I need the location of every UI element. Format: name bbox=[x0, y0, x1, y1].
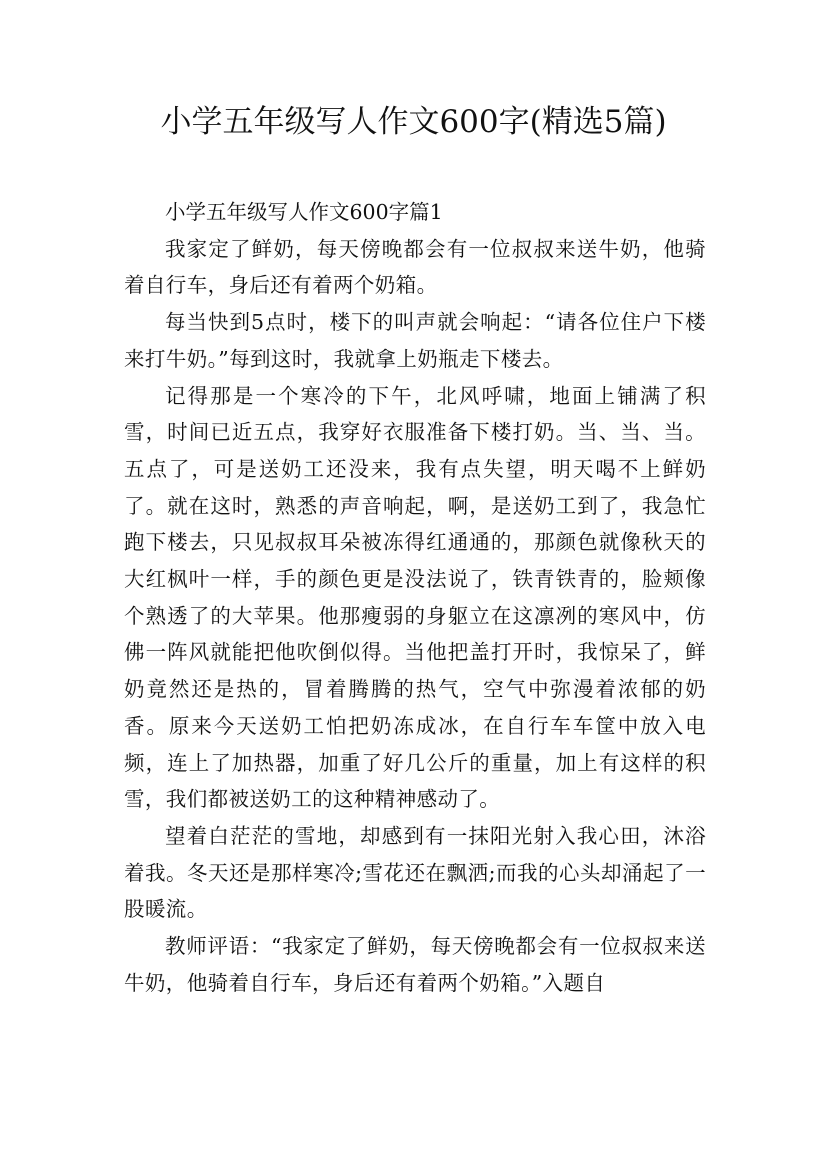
document-title: 小学五年级写人作文600字(精选5篇) bbox=[160, 104, 667, 140]
section-heading: 小学五年级写人作文600字篇1 bbox=[165, 200, 443, 224]
paragraph-5: 教师评语：“我家定了鲜奶，每天傍晚都会有一位叔叔来送牛奶，他骑着自行车，身后还有着两个奶箱。”入题自 bbox=[124, 934, 706, 995]
paragraph-2: 每当快到5点时，楼下的叫声就会响起：“请各位住户下楼来打牛奶。”每到这时，我就拿上奶瓶走下楼去。 bbox=[124, 310, 706, 371]
paragraph-1: 我家定了鲜奶，每天傍晚都会有一位叔叔来送牛奶，他骑着自行车，身后还有着两个奶箱。 bbox=[124, 236, 706, 298]
document-body bbox=[124, 194, 706, 1001]
paragraph-3: 记得那是一个寒冷的下午，北风呼啸，地面上铺满了积雪，时间已近五点，我穿好衣服准备下楼打奶。当、当、当。五点了，可是送奶工还没来，我有点失望，明天喝不上鲜奶了。就在这时，熟悉的声音响起，啊，是送奶工到了，我急忙跑下楼去，只见叔叔耳朵被冻得红通通的，那颜色就像秋天的大红枫叶一样，手的颜色更是没法说了，铁青铁青的，脸颊像个熟透了的大苹果。他那瘦弱的身躯立在这凛冽的寒风中，仿佛一阵风就能把他吹倒似得。当他把盖打开时，我惊呆了，鲜奶竟然还是热的，冒着腾腾的热气，空气中弥漫着浓郁的奶香。原来今天送奶工怕把奶冻成冰，在自行车车筐中放入电频，连上了加热器，加重了好几公斤的重量，加上有这样的积雪，我们都被送奶工的这种精神感动了。 bbox=[124, 383, 706, 812]
paragraph-4: 望着白茫茫的雪地，却感到有一抹阳光射入我心田，沐浴着我。冬天还是那样寒冷;雪花还在飘洒;而我的心头却涌起了一股暖流。 bbox=[124, 823, 706, 922]
